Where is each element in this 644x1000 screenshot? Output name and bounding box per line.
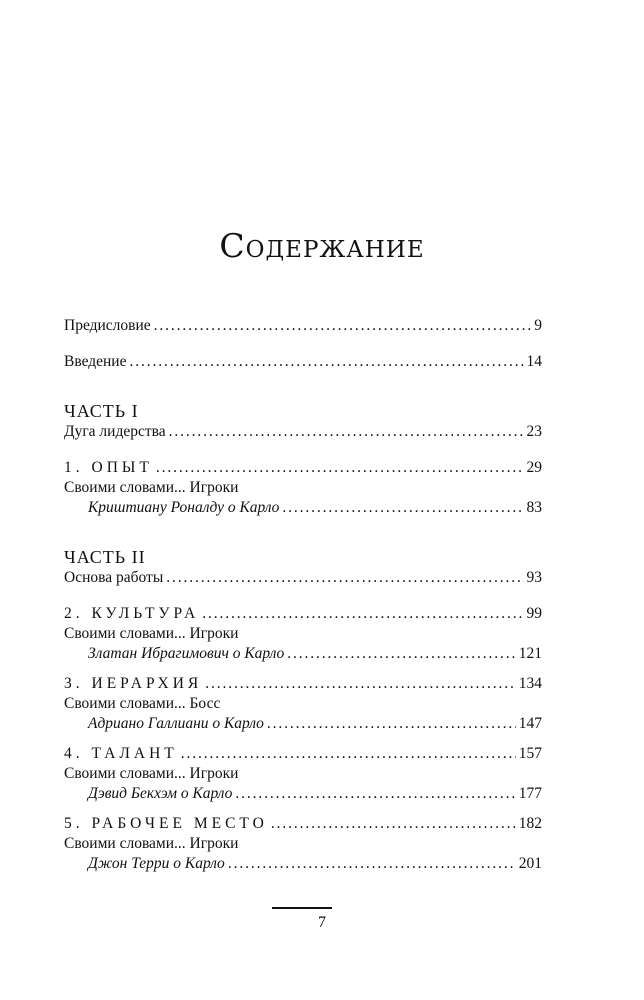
toc-entry-page: 182 [518, 815, 542, 832]
toc-entry-label: 4. ТАЛАНТ [64, 745, 178, 762]
toc-entry-chapter-2[interactable] [64, 604, 542, 624]
toc-entry-page: 29 [526, 459, 542, 476]
leader-dots [181, 744, 516, 764]
toc-entry-label: Предисловие [64, 317, 151, 334]
toc-entry-page: 23 [526, 423, 542, 440]
toc-entry-label: Дэвид Бекхэм о Карло [88, 785, 233, 802]
toc-entry-chapter-3[interactable] [64, 674, 542, 694]
leader-dots [271, 814, 516, 834]
toc-subentry-words: Своими словами... Игроки [64, 479, 239, 496]
toc-entry-chapter-5[interactable] [64, 814, 542, 834]
leader-dots [282, 498, 523, 518]
toc-subentry-words: Своими словами... Игроки [64, 765, 239, 782]
page-number: 7 [318, 914, 326, 931]
leader-dots [202, 604, 523, 624]
toc-entry-label: 2. КУЛЬТУРА [64, 605, 200, 622]
leader-dots [129, 352, 523, 372]
leader-dots [205, 674, 516, 694]
toc-entry-chapter-4-person[interactable] [64, 784, 542, 804]
toc-entry-label: Адриано Галлиани о Карло [88, 715, 264, 732]
toc-entry-page: 121 [518, 645, 542, 662]
toc-entry-label: 5. РАБОЧЕЕ МЕСТО [64, 815, 268, 832]
toc-entry-label: Криштиану Роналду о Карло [88, 499, 280, 516]
toc-entry-chapter-1-person[interactable] [64, 498, 542, 518]
toc-entry-chapter-2-person[interactable] [64, 644, 542, 664]
leader-dots [156, 458, 524, 478]
toc-entry-page: 9 [534, 317, 542, 334]
toc-entry-chapter-3-person[interactable] [64, 714, 542, 734]
toc-entry-page: 177 [518, 785, 542, 802]
leader-dots [287, 644, 515, 664]
footer-rule [272, 907, 332, 909]
toc-entry-chapter-1[interactable] [64, 458, 542, 478]
leader-dots [267, 714, 516, 734]
toc-entry-chapter-4[interactable] [64, 744, 542, 764]
toc-entry-label: Основа работы [64, 569, 164, 586]
leader-dots [169, 422, 524, 442]
toc-entry-intro[interactable] [64, 352, 542, 372]
table-of-contents [64, 316, 542, 874]
leader-dots [166, 568, 523, 588]
leader-dots [154, 316, 532, 336]
toc-subentry-words: Своими словами... Босс [64, 695, 221, 712]
part-1-heading: ЧАСТЬ I [64, 401, 139, 421]
toc-entry-page: 147 [518, 715, 542, 732]
toc-entry-label: Златан Ибрагимович о Карло [88, 645, 285, 662]
toc-entry-chapter-5-person[interactable] [64, 854, 542, 874]
toc-entry-label: 1. ОПЫТ [64, 459, 153, 476]
toc-entry-page: 134 [518, 675, 542, 692]
leader-dots [228, 854, 516, 874]
toc-entry-preface[interactable] [64, 316, 542, 336]
part-2-heading: ЧАСТЬ II [64, 547, 146, 567]
toc-entry-page: 99 [526, 605, 542, 622]
toc-entry-page: 201 [518, 855, 542, 872]
toc-entry-page: 157 [518, 745, 542, 762]
toc-entry-page: 83 [526, 499, 542, 516]
toc-entry-label: Джон Терри о Карло [88, 855, 225, 872]
toc-entry-label: Введение [64, 353, 127, 370]
leader-dots [235, 784, 515, 804]
toc-subentry-words: Своими словами... Игроки [64, 625, 239, 642]
toc-entry-page: 93 [526, 569, 542, 586]
page-title: Содержание [219, 226, 425, 265]
toc-entry-label: Дуга лидерства [64, 423, 166, 440]
toc-entry-part2-subtitle[interactable] [64, 568, 542, 588]
toc-entry-label: 3. ИЕРАРХИЯ [64, 675, 203, 692]
toc-entry-page: 14 [526, 353, 542, 370]
toc-entry-part1-subtitle[interactable] [64, 422, 542, 442]
toc-subentry-words: Своими словами... Игроки [64, 835, 239, 852]
